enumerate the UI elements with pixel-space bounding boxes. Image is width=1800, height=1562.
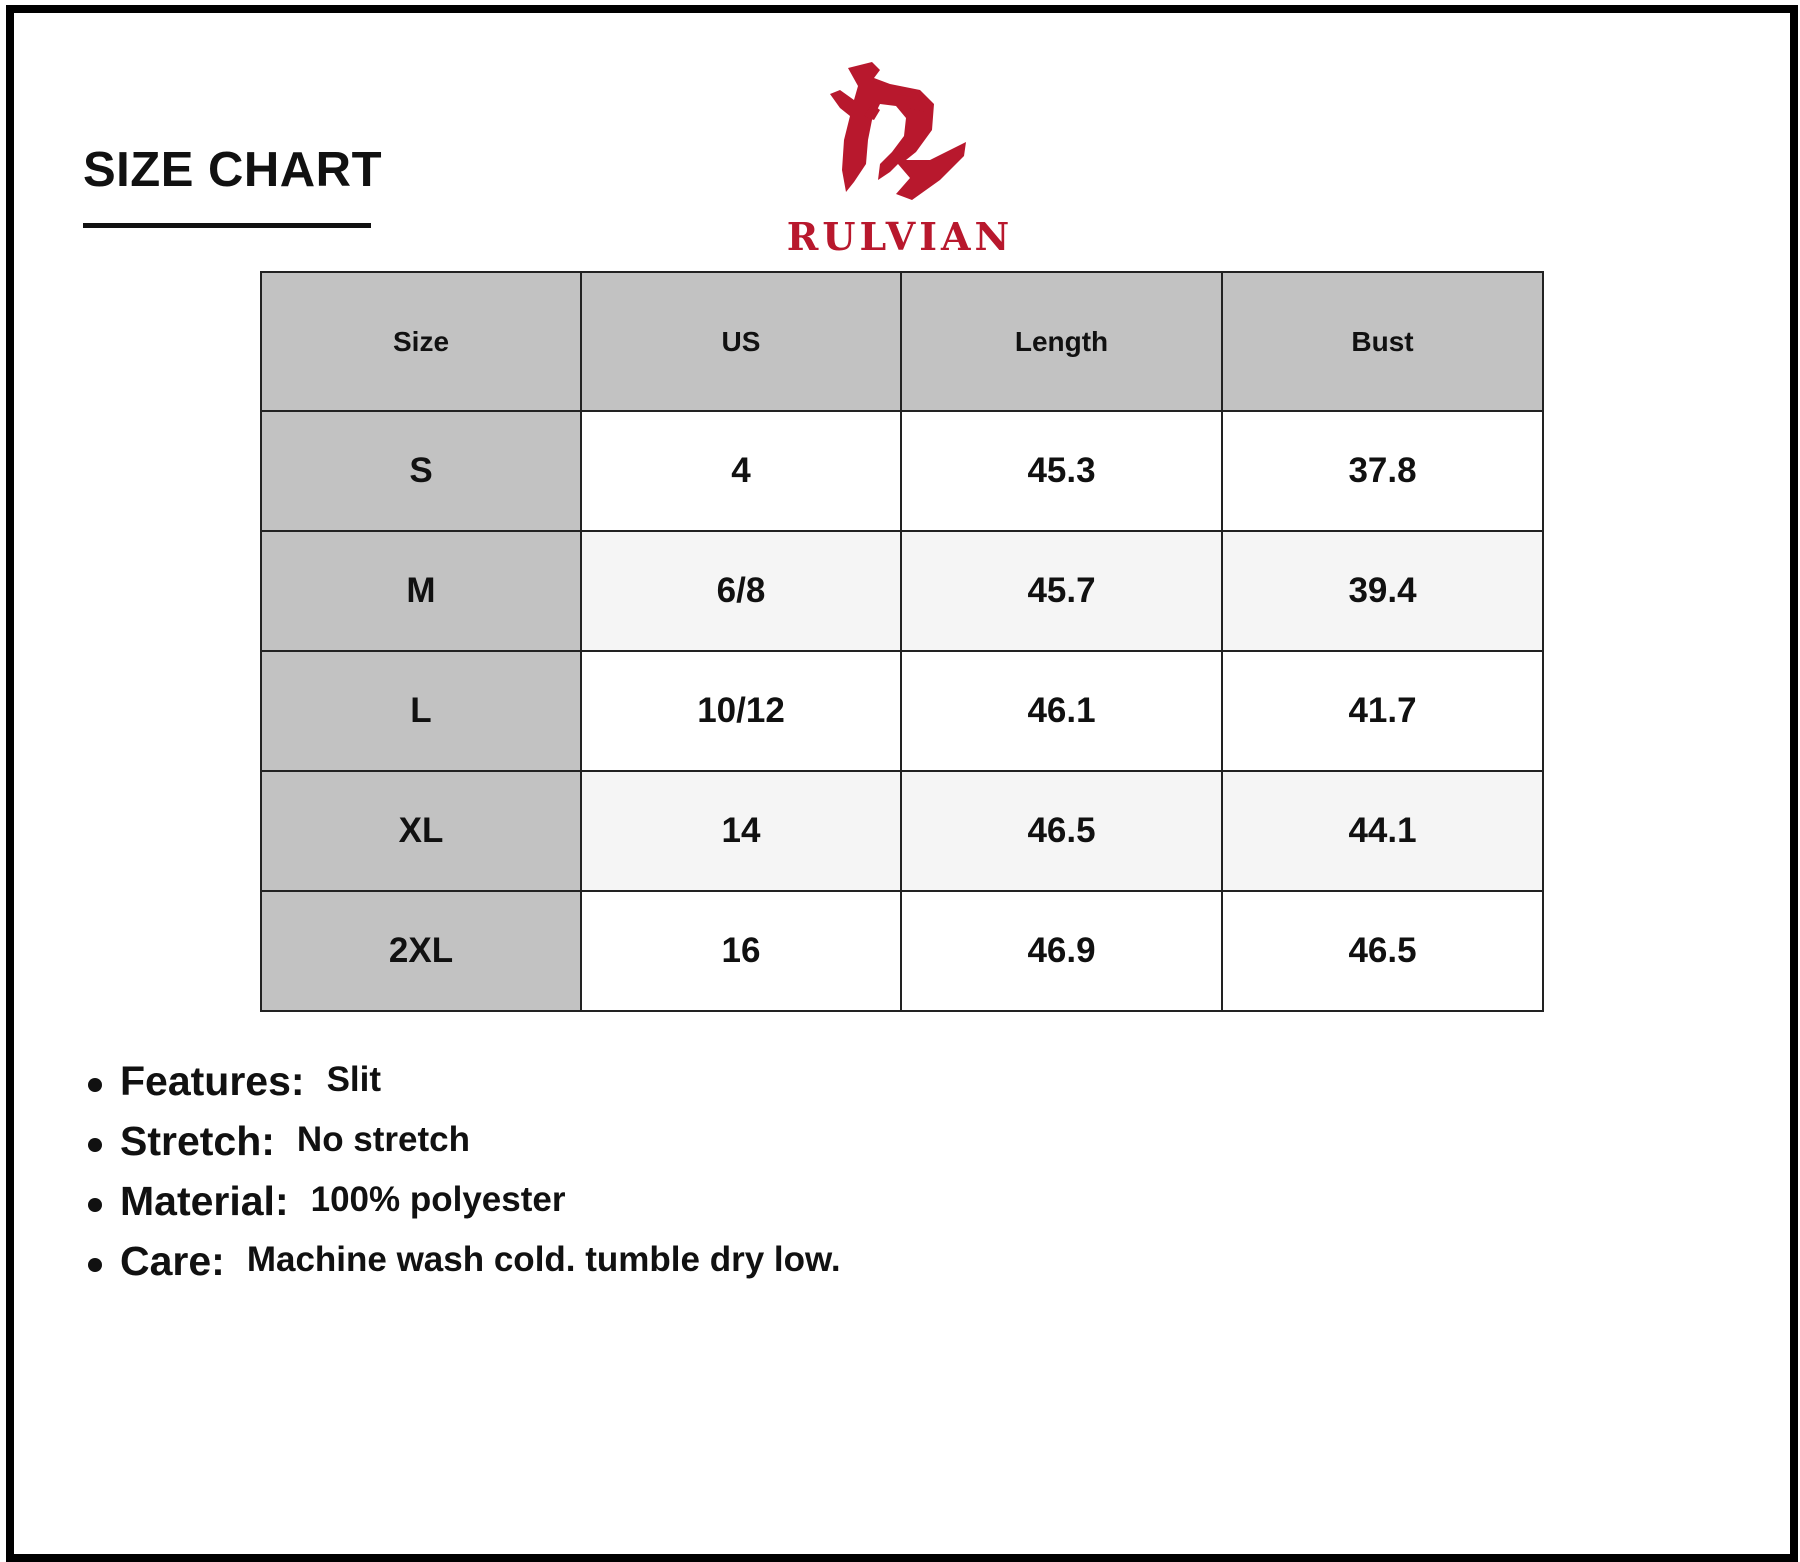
table-row	[261, 771, 1543, 891]
spec-label: Material:	[120, 1178, 289, 1224]
header-length: Length	[901, 272, 1222, 411]
bust-cell: 44.1	[1222, 771, 1543, 891]
size-cell: S	[261, 411, 581, 531]
us-cell: 4	[581, 411, 901, 531]
length-cell: 46.5	[901, 771, 1222, 891]
size-cell: M	[261, 531, 581, 651]
spec-features	[88, 1058, 841, 1118]
page-title: SIZE CHART	[83, 143, 382, 197]
header-size: Size	[261, 272, 581, 411]
length-cell: 45.7	[901, 531, 1222, 651]
bust-cell: 39.4	[1222, 531, 1543, 651]
spec-label: Features:	[120, 1058, 305, 1104]
table-row	[261, 531, 1543, 651]
us-cell: 16	[581, 891, 901, 1011]
table-header-row	[261, 272, 1543, 411]
us-cell: 14	[581, 771, 901, 891]
spec-stretch	[88, 1118, 841, 1178]
us-cell: 6/8	[581, 531, 901, 651]
bullet-icon	[88, 1138, 102, 1152]
spec-value: Machine wash cold. tumble dry low.	[246, 1240, 841, 1279]
product-specs-list	[88, 1058, 841, 1298]
size-cell: 2XL	[261, 891, 581, 1011]
table-row	[261, 891, 1543, 1011]
bullet-icon	[88, 1198, 102, 1212]
header-bust: Bust	[1222, 272, 1543, 411]
size-cell: L	[261, 651, 581, 771]
length-cell: 46.1	[901, 651, 1222, 771]
brand-name: RULVIAN	[786, 214, 1014, 259]
spec-value: 100% polyester	[310, 1180, 566, 1219]
bust-cell: 37.8	[1222, 411, 1543, 531]
size-table	[260, 271, 1544, 1012]
length-cell: 45.3	[901, 411, 1222, 531]
length-cell: 46.9	[901, 891, 1222, 1011]
table-row	[261, 411, 1543, 531]
size-cell: XL	[261, 771, 581, 891]
spec-value: Slit	[326, 1060, 382, 1099]
table-row	[261, 651, 1543, 771]
title-underline	[83, 223, 371, 228]
bullet-icon	[88, 1258, 102, 1272]
bullet-icon	[88, 1078, 102, 1092]
spec-label: Care:	[120, 1238, 225, 1284]
brand-logo	[780, 60, 1020, 260]
us-cell: 10/12	[581, 651, 901, 771]
red-r-monogram-icon	[780, 60, 1020, 260]
bust-cell: 46.5	[1222, 891, 1543, 1011]
bust-cell: 41.7	[1222, 651, 1543, 771]
header-us: US	[581, 272, 901, 411]
spec-value: No stretch	[296, 1120, 471, 1159]
spec-label: Stretch:	[120, 1118, 275, 1164]
spec-care	[88, 1238, 841, 1298]
spec-material	[88, 1178, 841, 1238]
